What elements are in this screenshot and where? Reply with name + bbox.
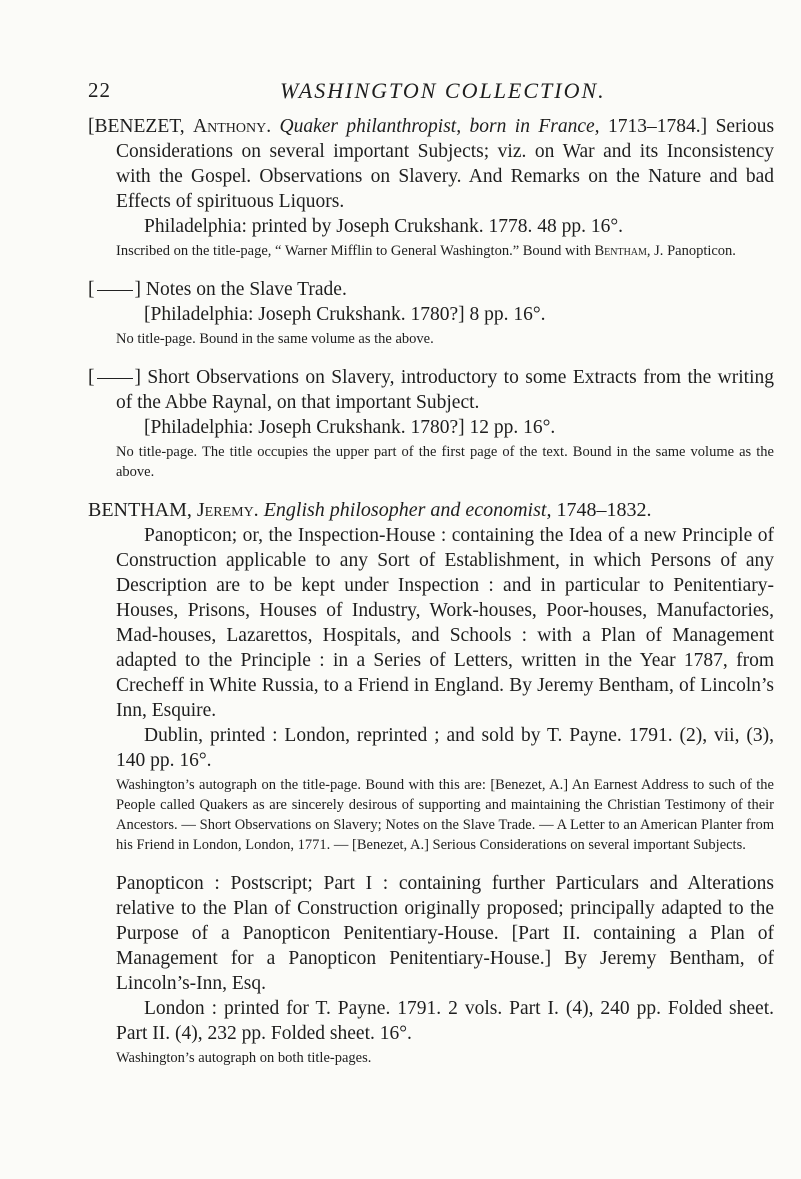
entry-note: No title-page. The title occupies the upper part of the first page of the text. Bound in the same volume as the above. bbox=[116, 444, 774, 480]
catalogue-entry bbox=[88, 871, 774, 1068]
author-description: Quaker philanthropist, born in France, bbox=[279, 116, 600, 137]
catalogue-entry bbox=[88, 498, 774, 855]
entry-note: No title-page. Bound in the same volume as the above. bbox=[116, 331, 434, 347]
open-bracket: [ bbox=[88, 279, 95, 300]
note-end: Panopticon. bbox=[667, 243, 736, 259]
entry-title: Panopticon; or, the Inspection-House : containing the Idea of a new Principle of Construction applicable to any Sort of Establishment, in which Persons of any Description are to be kept under Inspection : and in particular to Penitentiary-Houses, Prisons, Houses of Industry, Work-houses, Poor-houses, Manufactories, Mad-houses, Lazarettos, Hospitals, and Schools : with a Plan of Management adapted to the Principle : in a Series of Letters, written in the Year 1787, from Crecheff in White Russia, to a Friend in England. By Jeremy Bentham, of Lincoln’s Inn, Esquire. bbox=[116, 525, 774, 721]
entry-heading bbox=[88, 277, 774, 302]
entry-heading bbox=[88, 871, 774, 996]
note-author: Bentham, J. bbox=[594, 243, 664, 259]
author-forename: Jeremy. bbox=[196, 499, 259, 521]
entry-title: Short Observations on Slavery, introductory to some Extracts from the writing of the Abbe Raynal, on that important Subject. bbox=[116, 367, 774, 413]
catalogue-entry bbox=[88, 365, 774, 482]
entry-heading bbox=[88, 365, 774, 415]
ditto-dash bbox=[97, 378, 133, 379]
entry-heading bbox=[88, 114, 774, 214]
catalogue-entry bbox=[88, 114, 774, 261]
note-text: Inscribed on the title-page, “ Warner Mifflin to General Washington.” Bound with bbox=[116, 243, 591, 259]
entry-title: Panopticon : Postscript; Part I : containing further Particulars and Alterations relative to the Plan of Construction originally proposed; principally adapted to the Purpose of a Panopticon Penitentiary-House. [Part II. containing a Plan of Management for a Panopticon Penitentiary-House.] By Jeremy Bentham, of Lincoln’s-Inn, Esq. bbox=[116, 873, 774, 994]
entry-imprint: [Philadelphia: Joseph Crukshank. 1780?] 12 pp. 16°. bbox=[144, 417, 556, 438]
entry-note: Washington’s autograph on both title-pages. bbox=[116, 1050, 372, 1066]
catalogue-entry bbox=[88, 277, 774, 349]
entry-note: Washington’s autograph on the title-page. Bound with this are: [Benezet, A.] An Earnest Address to such of the People called Quakers as are sincerely desirous of supporting and maintaining the Christian Testimony of their Ancestors. — Short Observations on Slavery; Notes on the Slave Trade. — A Letter to an American Planter from his Friend in London, London, 1771. — [Benezet, A.] Serious Considerations on several important Subjects. bbox=[116, 777, 774, 853]
entry-title: Serious Considerations on several important Subjects; viz. on War and its Inconsistency with the Gospel. Observations on Slavery. And Remarks on the Nature and bad Effects of spirituous Liquors. bbox=[116, 116, 775, 212]
running-head: WASHINGTON COLLECTION. bbox=[280, 78, 606, 103]
author-description: English philosopher and economist, bbox=[263, 499, 552, 521]
entry-title: Notes on the Slave Trade. bbox=[145, 279, 347, 300]
entry-imprint: Philadelphia: printed by Joseph Crukshank. 1778. 48 pp. 16°. bbox=[144, 216, 624, 237]
author-dates: 1748–1832. bbox=[556, 499, 652, 521]
ditto-dash bbox=[97, 290, 133, 291]
entry-imprint: London : printed for T. Payne. 1791. 2 vols. Part I. (4), 240 pp. Folded sheet. Part II. (4), 232 pp. Folded sheet. 16°. bbox=[116, 998, 774, 1044]
open-bracket: [ bbox=[88, 367, 95, 388]
entry-note bbox=[88, 241, 774, 261]
entry-imprint: Dublin, printed : London, reprinted ; and sold by T. Payne. 1791. (2), vii, (3), 140 pp. 16°. bbox=[116, 725, 774, 771]
close-bracket: ] bbox=[134, 279, 141, 300]
author-dates: 1713–1784.] bbox=[608, 116, 708, 137]
close-bracket: ] bbox=[134, 367, 141, 388]
author-surname: BENTHAM, bbox=[88, 499, 192, 521]
author-forename: Anthony. bbox=[193, 116, 272, 137]
author-surname: [BENEZET, bbox=[88, 116, 185, 137]
entry-imprint: [Philadelphia: Joseph Crukshank. 1780?] 8 pp. 16°. bbox=[144, 304, 546, 325]
catalogue-entries bbox=[88, 114, 774, 1068]
entry-heading bbox=[88, 498, 774, 523]
page-number: 22 bbox=[88, 78, 111, 102]
